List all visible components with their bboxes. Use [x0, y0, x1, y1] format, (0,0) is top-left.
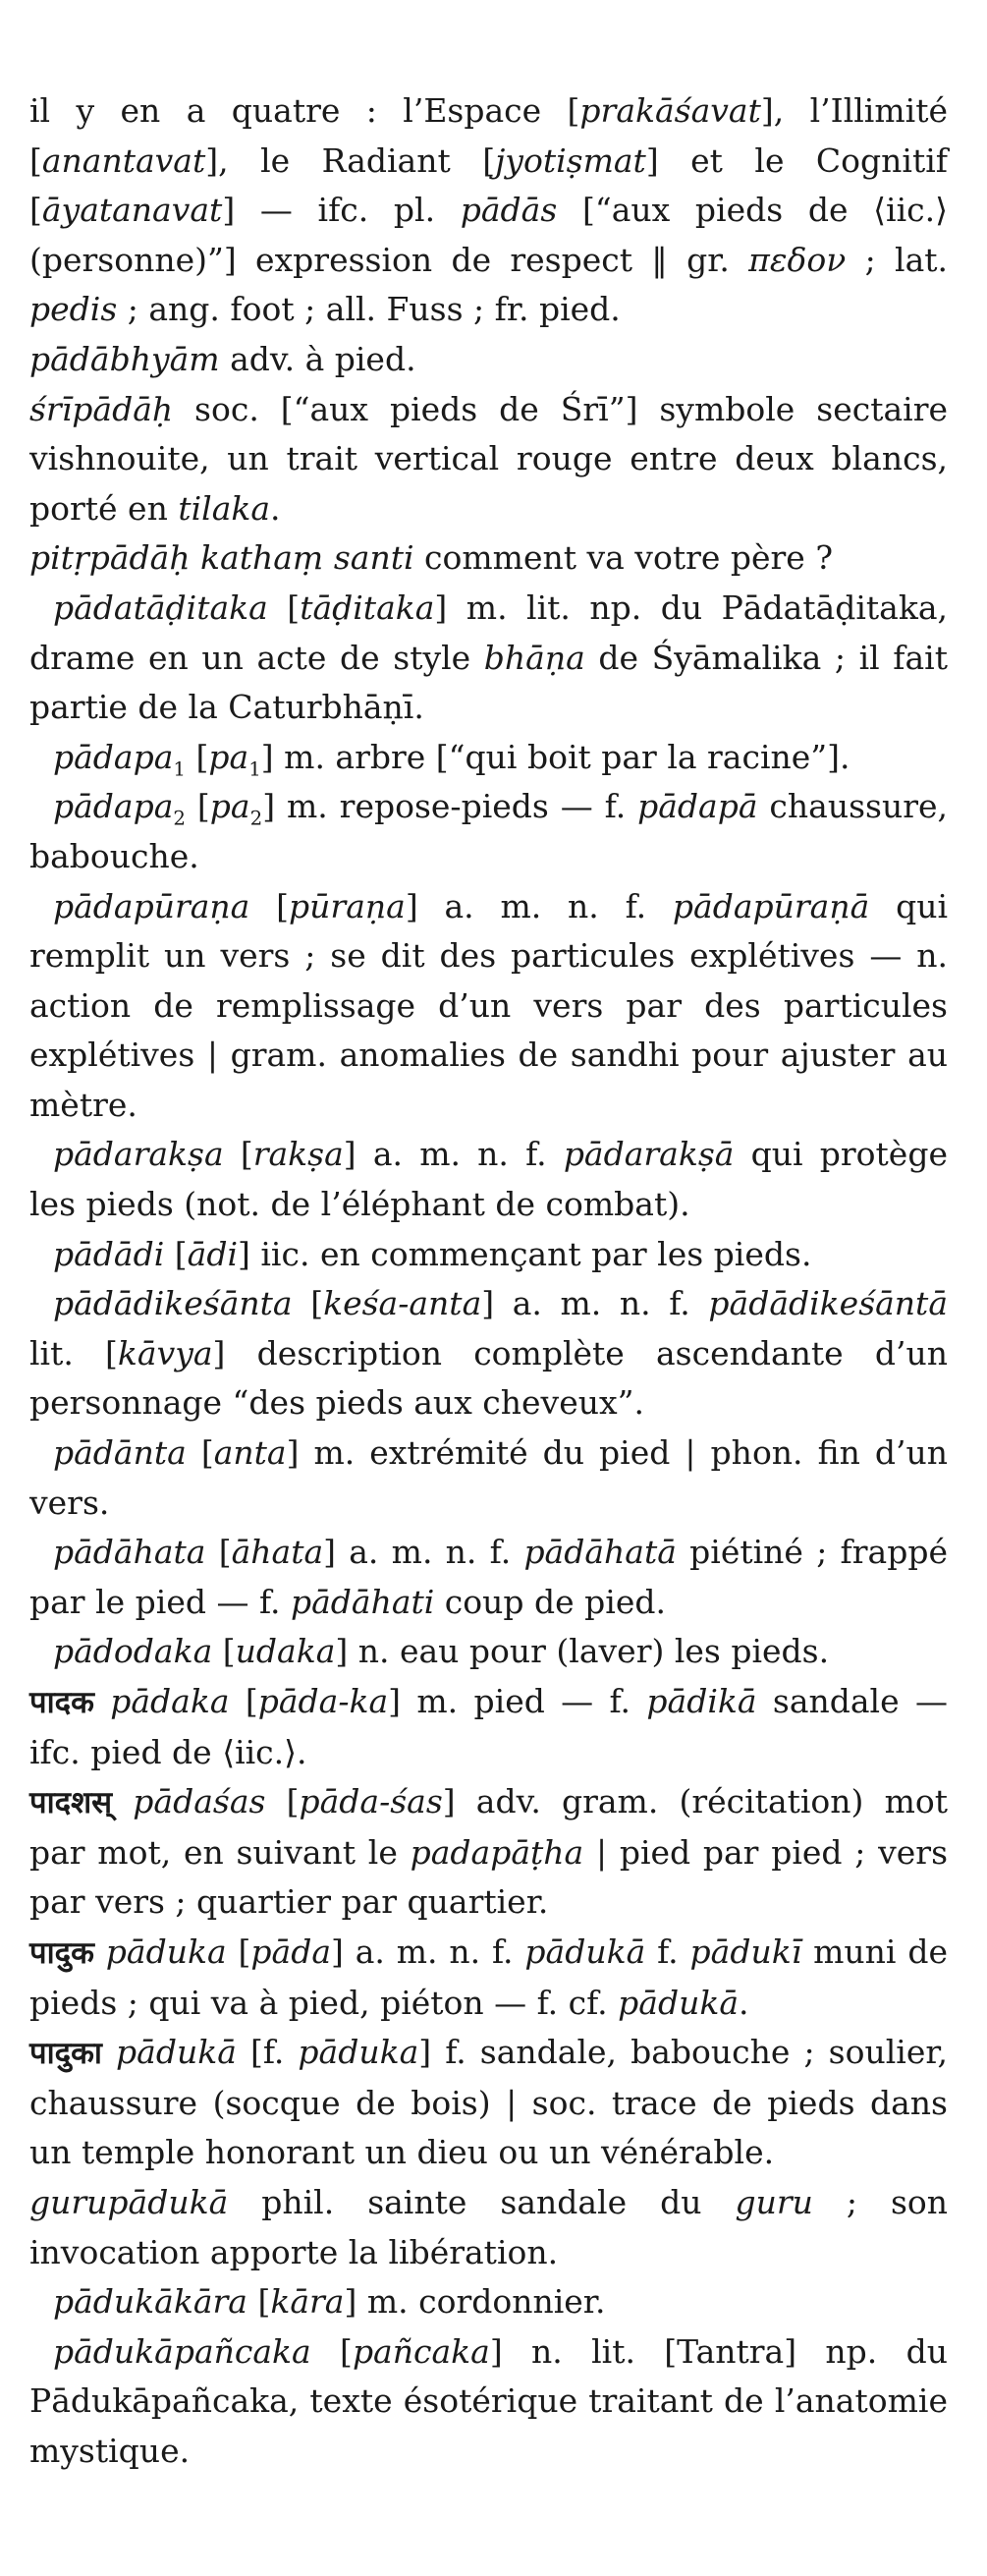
entry-text: [ [265, 1782, 300, 1821]
italic-term: pāda-ka [257, 1682, 389, 1720]
italic-term: pādās [460, 191, 558, 230]
entry-text: ] m. extrémité du pied | phon. fin d’un vers. [29, 1433, 948, 1522]
entry-text [94, 1932, 106, 1971]
entry-text: coup de pied. [434, 1582, 666, 1621]
italic-term: pādatāḍitaka [53, 588, 268, 627]
italic-term: guru [735, 2182, 813, 2221]
dictionary-entry [29, 782, 948, 881]
italic-term: rakṣa [252, 1135, 344, 1174]
italic-term: pādarakṣā [563, 1135, 735, 1174]
italic-term: pādapa [53, 737, 174, 776]
italic-term: pādukāpañcaka [53, 2331, 311, 2371]
entry-text [102, 2033, 116, 2071]
entry-text: . [739, 1983, 749, 2022]
dictionary-entry [29, 882, 948, 1131]
entry-text: ], le Radiant [ [205, 140, 496, 180]
entry-text: ] m. repose-pieds — f. [262, 787, 638, 826]
italic-term: bhāṇa [483, 638, 585, 677]
italic-term: anantavat [41, 140, 206, 180]
entry-text: [ [186, 787, 210, 826]
dictionary-entry [29, 533, 948, 584]
entry-text: adv. à pied. [219, 339, 416, 378]
entry-text: qui remplit un vers ; se dit des particules explétives — n. action de remplissage d’un vers par des particules explétives | gram. anomalies de sandhi pour ajuster au mètre. [29, 886, 948, 1124]
italic-term: pa [208, 737, 249, 776]
dictionary-entry [29, 1130, 948, 1229]
italic-term: pādapūraṇa [53, 886, 250, 925]
entry-text: ] description complète ascendante d’un personnage “des pieds aux cheveux”. [29, 1333, 948, 1423]
italic-term: pañcaka [352, 2331, 490, 2371]
entry-text: [ [249, 886, 290, 925]
entry-text: ] f. sandale, babouche ; soulier, chaussure (socque de bois) | soc. trace de pieds dans un temple honorant un dieu ou un vénérable. [29, 2033, 948, 2172]
italic-term: pāda-śas [299, 1782, 443, 1821]
entry-text: de Śyāmalika ; il fait partie de la Caturbhāṇī. [29, 638, 948, 727]
entry-text: ] n. eau pour (laver) les pieds. [335, 1632, 830, 1671]
devanagari-headword: पादुका [29, 2036, 102, 2072]
entry-text: ] adv. gram. (récitation) mot par mot, en suivant le [29, 1782, 948, 1872]
italic-term: pāduka [298, 2033, 419, 2072]
homonym-index: 2 [173, 807, 186, 830]
entry-text: ] a. m. n. f. [343, 1135, 564, 1174]
entry-text: ] a. m. n. f. [331, 1932, 525, 1971]
entry-text: [f. [236, 2033, 299, 2072]
italic-term: pādābhyām [29, 339, 220, 378]
entry-text: | pied par pied ; vers par vers ; quartier par quartier. [29, 1832, 949, 1922]
italic-term: pādukākāra [53, 2282, 247, 2322]
entry-text: . [270, 488, 281, 528]
italic-term: pādaka [110, 1682, 230, 1720]
italic-term: keśa-anta [323, 1284, 482, 1323]
homonym-index: 1 [248, 757, 261, 781]
italic-term: pādukī [689, 1932, 802, 1971]
dictionary-entry [29, 2178, 948, 2277]
entry-text: [ [186, 1433, 214, 1473]
entry-text: [ [164, 1234, 188, 1273]
entry-text: ] m. lit. np. du Pādatāḍitaka, drame en un acte de style [29, 588, 948, 677]
entry-text: soc. [“aux pieds de Śrī”] symbole sectaire vishnouite, un trait vertical rouge entre deux blancs, porté en [29, 389, 948, 528]
dictionary-entry [29, 1279, 948, 1428]
italic-term: pedis [29, 290, 118, 329]
dictionary-entry [29, 86, 948, 335]
italic-term: pāduka [105, 1932, 227, 1971]
italic-term: pitṛpādāḥ kathaṃ santi [29, 538, 414, 578]
entry-text: ] a. m. n. f. [405, 886, 673, 925]
italic-term: pādukā [116, 2033, 237, 2072]
entry-text: [ [229, 1682, 258, 1720]
italic-term: pādāhata [53, 1533, 206, 1572]
italic-term: pādāhatā [523, 1533, 677, 1572]
entry-text: qui protège les pieds (not. de l’éléphant de combat). [29, 1135, 948, 1224]
dictionary-entry [29, 385, 948, 534]
italic-term: kāvya [117, 1333, 213, 1372]
italic-term: prakāśavat [579, 91, 761, 130]
entry-text: [ [205, 1533, 232, 1572]
entry-text: ], l’Illimité [ [29, 91, 948, 180]
entry-text: ] a. m. n. f. [323, 1533, 524, 1572]
devanagari-headword: पादशस् [29, 1785, 113, 1821]
italic-term: pādaśas [133, 1782, 266, 1821]
italic-term: pādādi [53, 1234, 165, 1273]
italic-term: śrīpādāḥ [29, 389, 174, 428]
entry-text: ] m. pied — f. [388, 1682, 647, 1720]
italic-term: pādapā [637, 787, 758, 826]
entry-text: [ [267, 588, 301, 627]
entry-text [94, 1682, 110, 1720]
entry-text: [ [186, 737, 209, 776]
devanagari-headword: पादुक [29, 1934, 94, 1971]
entry-text: ] n. lit. [Tantra] np. du Pādukāpañcaka, texte ésotérique traitant de l’anatomie mystique. [29, 2331, 948, 2470]
italic-term: pādukā [618, 1983, 740, 2022]
entry-text: phil. sainte sandale du [228, 2182, 736, 2221]
entry-text: ] — ifc. pl. [222, 191, 461, 230]
entry-text: [ [247, 2282, 271, 2322]
entry-text: muni de pieds ; qui va à pied, piéton — f. cf. [29, 1932, 948, 2022]
italic-term: pādukā [524, 1932, 646, 1971]
entry-text: ; lat. [846, 240, 949, 279]
italic-term: jyotiṣmat [495, 140, 646, 180]
dictionary-entry [29, 1627, 948, 1677]
homonym-index: 1 [173, 757, 186, 781]
dictionary-entry [29, 1677, 948, 1777]
italic-term: pa [209, 787, 250, 826]
entry-text: f. [645, 1932, 690, 1971]
italic-term: pādādikeśāntā [708, 1284, 948, 1323]
entry-text: [ [292, 1284, 324, 1323]
entry-text: lit. [ [29, 1333, 118, 1372]
entry-text: il y en a quatre : l’Espace [ [29, 91, 580, 130]
dictionary-page [29, 86, 948, 2477]
italic-term: pādapa [53, 787, 174, 826]
dictionary-entry [29, 1428, 948, 1528]
entry-text: ] m. arbre [“qui boit par la racine”]. [260, 737, 850, 776]
italic-term: tilaka [178, 488, 271, 528]
entry-text: [“aux pieds de ⟨iic.⟩ (personne)”] expression de respect ‖ gr. [29, 191, 948, 279]
dictionary-entry [29, 1928, 948, 2028]
dictionary-entry [29, 335, 948, 385]
italic-term: tāḍitaka [300, 588, 435, 627]
dictionary-entry [29, 1528, 948, 1627]
italic-term: pādarakṣa [53, 1135, 224, 1174]
italic-term: anta [213, 1433, 287, 1473]
italic-term: pādāhati [290, 1582, 435, 1621]
dictionary-entry [29, 2277, 948, 2327]
italic-term: pādādikeśānta [53, 1284, 293, 1323]
italic-term: pādānta [53, 1433, 187, 1473]
entry-text: ] iic. en commençant par les pieds. [238, 1234, 812, 1273]
entry-text: [ [223, 1135, 253, 1174]
entry-text: [ [212, 1632, 236, 1671]
italic-term: kāra [270, 2282, 345, 2322]
italic-term: āhata [231, 1533, 324, 1572]
entry-text: ; ang. foot ; all. Fuss ; fr. pied. [117, 290, 621, 329]
entry-text: sandale — ifc. pied de ⟨iic.⟩. [29, 1682, 948, 1771]
homonym-index: 2 [249, 807, 263, 830]
italic-term: pūraṇa [289, 886, 406, 925]
italic-term: ādi [187, 1234, 239, 1273]
entry-text [112, 1782, 133, 1820]
entry-text: chaussure, babouche. [29, 787, 949, 875]
italic-term: gurupādukā [29, 2182, 229, 2221]
dictionary-entry [29, 1230, 948, 1280]
entry-text: piétiné ; frappé par le pied — f. [29, 1533, 948, 1621]
dictionary-entry [29, 2327, 948, 2477]
italic-term: pādodaka [53, 1632, 213, 1671]
dictionary-entry [29, 733, 948, 783]
italic-term: pādapūraṇā [672, 886, 870, 925]
italic-term: pādikā [646, 1682, 757, 1720]
entry-text: ] et le Cognitif [ [29, 140, 948, 230]
entry-text: ] m. cordonnier. [344, 2282, 606, 2322]
dictionary-entry [29, 1777, 948, 1928]
greek-cognate: πεδον [748, 240, 847, 279]
italic-term: padapāṭha [410, 1832, 584, 1872]
dictionary-entry [29, 2028, 948, 2178]
entry-text: [ [226, 1932, 251, 1971]
italic-term: pāda [250, 1932, 331, 1971]
entry-text: [ [310, 2331, 353, 2371]
entry-text: comment va votre père ? [413, 538, 834, 578]
entry-text: ] a. m. n. f. [481, 1284, 709, 1323]
italic-term: udaka [235, 1632, 336, 1671]
devanagari-headword: पादक [29, 1685, 94, 1720]
entry-text: ; son invocation apporte la libération. [29, 2182, 949, 2271]
italic-term: āyatanavat [41, 191, 223, 230]
dictionary-entry [29, 584, 948, 733]
